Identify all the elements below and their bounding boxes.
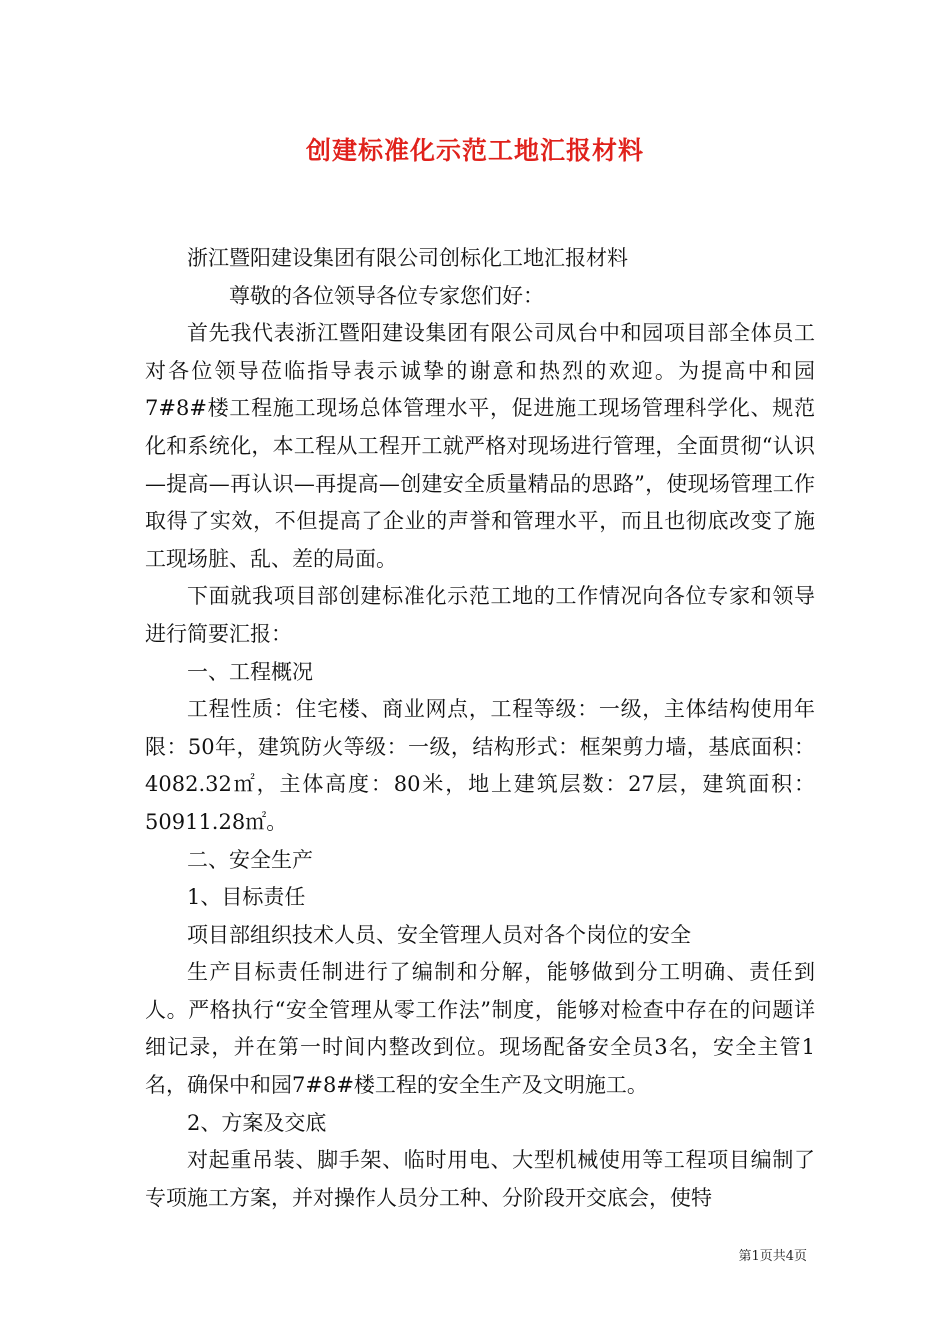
subtitle-paragraph: 浙江暨阳建设集团有限公司创标化工地汇报材料 xyxy=(187,246,628,270)
report-intro-paragraph: 下面就我项目部创建标准化示范工地的工作情况向各位专家和领导进行简要汇报： xyxy=(145,584,815,646)
responsibility-paragraph-2: 生产目标责任制进行了编制和分解，能够做到分工明确、责任到人。严格执行“安全管理从零工作法”制度，能够对检查中存在的问题详细记录，并在第一时间内整改到位。现场配备安全员3名，安全主管1名，确保中和园7#8#楼工程的安全生产及文明施工。 xyxy=(145,960,815,1098)
greeting-paragraph: 尊敬的各位领导各位专家您们好： xyxy=(229,283,544,308)
responsibility-paragraph-1: 项目部组织技术人员、安全管理人员对各个岗位的安全 xyxy=(187,922,691,947)
section-heading-overview: 一、工程概况 xyxy=(187,659,313,684)
subheading-target-responsibility: 1、目标责任 xyxy=(187,885,306,910)
plan-paragraph: 对起重吊装、脚手架、临时用电、大型机械使用等工程项目编制了专项施工方案，并对操作人员分工种、分阶段开交底会，使特 xyxy=(145,1148,815,1210)
intro-paragraph: 首先我代表浙江暨阳建设集团有限公司凤台中和园项目部全体员工对各位领导莅临指导表示诚挚的谢意和热烈的欢迎。为提高中和园7#8#楼工程施工现场总体管理水平，促进施工现场管理科学化、规范化和系统化，本工程从工程开工就严格对现场进行管理，全面贯彻“认识—提高—再认识—再提高—创建安全质量精品的思路”，使现场管理工作取得了实效，不但提高了企业的声誉和管理水平，而且也彻底改变了施工现场脏、乱、差的局面。 xyxy=(145,321,815,571)
document-body xyxy=(145,240,815,1217)
document-title: 创建标准化示范工地汇报材料 xyxy=(305,136,644,165)
subheading-plan-disclosure: 2、方案及交底 xyxy=(187,1110,327,1135)
project-overview-paragraph: 工程性质：住宅楼、商业网点，工程等级：一级，主体结构使用年限：50年，建筑防火等级：一级，结构形式：框架剪力墙，基底面积：4082.32㎡，主体高度：80米，地上建筑层数：27层，建筑面积：50911.28㎡。 xyxy=(145,697,815,834)
section-heading-safety: 二、安全生产 xyxy=(187,847,313,872)
page-number: 第1页共4页 xyxy=(738,1249,807,1264)
